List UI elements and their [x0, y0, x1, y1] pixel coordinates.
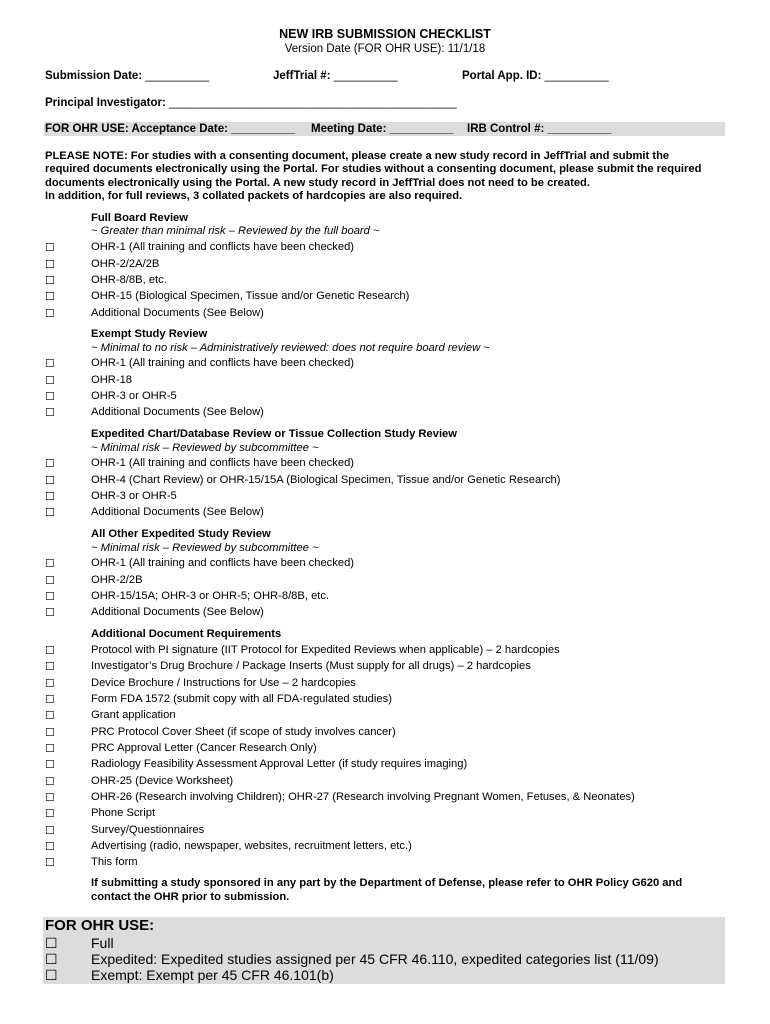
checklist-item-label: Device Brochure / Instructions for Use – 2 hardcopies	[91, 677, 356, 689]
checklist-item-label: Protocol with PI signature (IIT Protocol for Expedited Reviews when applicable) – 2 hardcopies	[91, 644, 560, 656]
checklist-item-label: Additional Documents (See Below)	[91, 606, 264, 618]
checkbox[interactable]: ☐	[45, 558, 55, 570]
checklist-item-label: OHR-8/8B, etc.	[91, 274, 167, 286]
dod-note	[91, 877, 682, 904]
checklist-item-label: OHR-25 (Device Worksheet)	[91, 775, 234, 787]
acceptance-date: FOR OHR USE: Acceptance Date: __________	[45, 123, 296, 135]
ohr-use-footer	[43, 917, 725, 984]
submission-date-blank[interactable]: __________	[145, 70, 210, 82]
checkbox[interactable]: ☐	[45, 375, 55, 387]
version-date: Version Date (FOR OHR USE): 11/1/18	[284, 43, 486, 55]
ohr-footer-heading: FOR OHR USE:	[45, 917, 155, 934]
checkbox[interactable]: ☐	[45, 841, 55, 853]
checklist-item-label: OHR-2/2A/2B	[91, 258, 160, 270]
checklist-item-label: Additional Documents (See Below)	[91, 307, 264, 319]
checklist-item-label: Form FDA 1572 (submit copy with all FDA-regulated studies)	[91, 693, 392, 705]
checklist-item-label: OHR-15/15A; OHR-3 or OHR-5; OHR-8/8B, etc.	[91, 590, 330, 602]
ohr-option-exempt[interactable]	[45, 967, 334, 984]
portal-app-id-label: Portal App. ID:	[462, 70, 542, 82]
checkbox[interactable]: ☐	[45, 951, 58, 967]
section-subtitle-exempt: ~ Minimal to no risk – Administratively reviewed: does not require board review ~	[91, 342, 490, 354]
checkbox[interactable]: ☐	[45, 694, 55, 706]
dod-note-line: contact the OHR prior to submission.	[91, 890, 290, 903]
checklist-item-label: PRC Protocol Cover Sheet (if scope of study involves cancer)	[91, 726, 396, 738]
checkbox[interactable]: ☐	[45, 275, 55, 287]
checklist-item-label: PRC Approval Letter (Cancer Research Only)	[91, 742, 317, 754]
checkbox[interactable]: ☐	[45, 808, 55, 820]
ohr-option-label: Exempt: Exempt per 45 CFR 46.101(b)	[91, 967, 334, 983]
checkbox[interactable]: ☐	[45, 678, 55, 690]
checklist-item-label: Advertising (radio, newspaper, websites, recruitment letters, etc.)	[91, 840, 412, 852]
section-heading-other-expedited: All Other Expedited Study Review	[91, 528, 271, 540]
checklist-item-label: OHR-15 (Biological Specimen, Tissue and/or Genetic Research)	[91, 290, 410, 302]
section-subtitle-full-board: ~ Greater than minimal risk – Reviewed by the full board ~	[91, 225, 380, 237]
principal-investigator-label: Principal Investigator:	[45, 97, 166, 109]
checkbox[interactable]: ☐	[45, 507, 55, 519]
note-line: PLEASE NOTE: For studies with a consenting document, please create a new study record in JeffTrial and submit the	[45, 150, 670, 162]
checkbox[interactable]: ☐	[45, 475, 55, 487]
checklist-item-label: OHR-1 (All training and conflicts have been checked)	[91, 241, 355, 253]
section-subtitle-other-expedited: ~ Minimal risk – Reviewed by subcommittee ~	[91, 542, 319, 554]
checkbox[interactable]: ☐	[45, 407, 55, 419]
submission-date-label: Submission Date:	[45, 70, 143, 82]
checkbox[interactable]: ☐	[45, 358, 55, 370]
checkbox[interactable]: ☐	[45, 743, 55, 755]
principal-investigator-field[interactable]	[45, 97, 457, 109]
checklist-item-label: Investigator’s Drug Brochure / Package Inserts (Must supply for all drugs) – 2 hardcopies	[91, 660, 531, 672]
checklist-item-label: Grant application	[91, 709, 176, 721]
checklist-item-label: Additional Documents (See Below)	[91, 406, 264, 418]
note-line: In addition, for full reviews, 3 collated packets of hardcopies are also required.	[45, 190, 463, 203]
checkbox[interactable]: ☐	[45, 727, 55, 739]
section-heading-expedited-chart: Expedited Chart/Database Review or Tissue Collection Study Review	[91, 428, 457, 440]
portal-app-id-field[interactable]	[462, 70, 609, 82]
checklist-item-label: This form	[91, 856, 138, 868]
checklist-item-label: OHR-1 (All training and conflicts have been checked)	[91, 557, 355, 569]
checklist-item-label: Survey/Questionnaires	[91, 824, 205, 836]
ohr-option-label: Full	[91, 935, 114, 951]
checklist-item-label: OHR-3 or OHR-5	[91, 490, 177, 502]
checkbox[interactable]: ☐	[45, 458, 55, 470]
checkbox[interactable]: ☐	[45, 661, 55, 673]
checkbox[interactable]: ☐	[45, 491, 55, 503]
checkbox[interactable]: ☐	[45, 391, 55, 403]
checkbox[interactable]: ☐	[45, 242, 55, 254]
portal-app-id-blank[interactable]: __________	[544, 70, 609, 82]
page-title: NEW IRB SUBMISSION CHECKLIST	[279, 27, 491, 41]
jefftrial-blank[interactable]: __________	[333, 70, 398, 82]
checkbox[interactable]: ☐	[45, 291, 55, 303]
checkbox[interactable]: ☐	[45, 825, 55, 837]
section-subtitle-expedited-chart: ~ Minimal risk – Reviewed by subcommittee ~	[91, 442, 319, 454]
checklist-item-label: OHR-3 or OHR-5	[91, 390, 177, 402]
checklist-item-label: Phone Script	[91, 807, 156, 819]
ohr-option-full[interactable]	[45, 935, 114, 952]
ohr-use-bar	[44, 122, 725, 136]
principal-investigator-blank[interactable]: _____________________________________________	[168, 97, 457, 109]
checkbox[interactable]: ☐	[45, 759, 55, 771]
checkbox[interactable]: ☐	[45, 776, 55, 788]
meeting-date: Meeting Date: __________	[311, 123, 454, 135]
checklist-item-label: OHR-1 (All training and conflicts have been checked)	[91, 457, 355, 469]
checkbox[interactable]: ☐	[45, 710, 55, 722]
jefftrial-field[interactable]	[273, 70, 398, 82]
please-note	[45, 150, 735, 204]
section-heading-additional-docs: Additional Document Requirements	[91, 628, 282, 640]
checkbox[interactable]: ☐	[45, 935, 58, 951]
checklist-item-label: OHR-1 (All training and conflicts have been checked)	[91, 357, 355, 369]
note-line: documents electronically using the Portal. A new study record in JeffTrial does not need to be created.	[45, 176, 590, 189]
checkbox[interactable]: ☐	[45, 259, 55, 271]
dod-note-line: If submitting a study sponsored in any part by the Department of Defense, please refer to OHR Policy G620 and	[91, 877, 683, 889]
checkbox[interactable]: ☐	[45, 792, 55, 804]
checkbox[interactable]: ☐	[45, 591, 55, 603]
irb-control-number: IRB Control #: __________	[467, 123, 612, 135]
checkbox[interactable]: ☐	[45, 308, 55, 320]
jefftrial-label: JeffTrial #:	[273, 70, 331, 82]
checklist-item-label: Radiology Feasibility Assessment Approval Letter (if study requires imaging)	[91, 758, 468, 770]
section-heading-exempt: Exempt Study Review	[91, 328, 208, 340]
checklist-item-label: Additional Documents (See Below)	[91, 506, 264, 518]
ohr-option-expedited[interactable]	[45, 951, 659, 968]
checklist-item-label: OHR-26 (Research involving Children); OHR-27 (Research involving Pregnant Women, Fetuses, & Neonates)	[91, 791, 635, 803]
note-line: required documents electronically using the Portal. For studies without a consenting document, please submit the required	[45, 163, 702, 176]
checklist-item-label: OHR-18	[91, 374, 133, 386]
checklist-item-label: OHR-2/2B	[91, 574, 143, 586]
ohr-option-label: Expedited: Expedited studies assigned per 45 CFR 46.110, expedited categories list (11/09)	[91, 951, 659, 967]
checkbox[interactable]: ☐	[45, 645, 55, 657]
submission-date-field[interactable]	[45, 70, 209, 82]
checklist-item-label: OHR-4 (Chart Review) or OHR-15/15A (Biological Specimen, Tissue and/or Genetic Research)	[91, 474, 561, 486]
checkbox[interactable]: ☐	[45, 967, 58, 983]
checkbox[interactable]: ☐	[45, 857, 55, 869]
checkbox[interactable]: ☐	[45, 575, 55, 587]
section-heading-full-board: Full Board Review	[91, 212, 188, 224]
checkbox[interactable]: ☐	[45, 607, 55, 619]
